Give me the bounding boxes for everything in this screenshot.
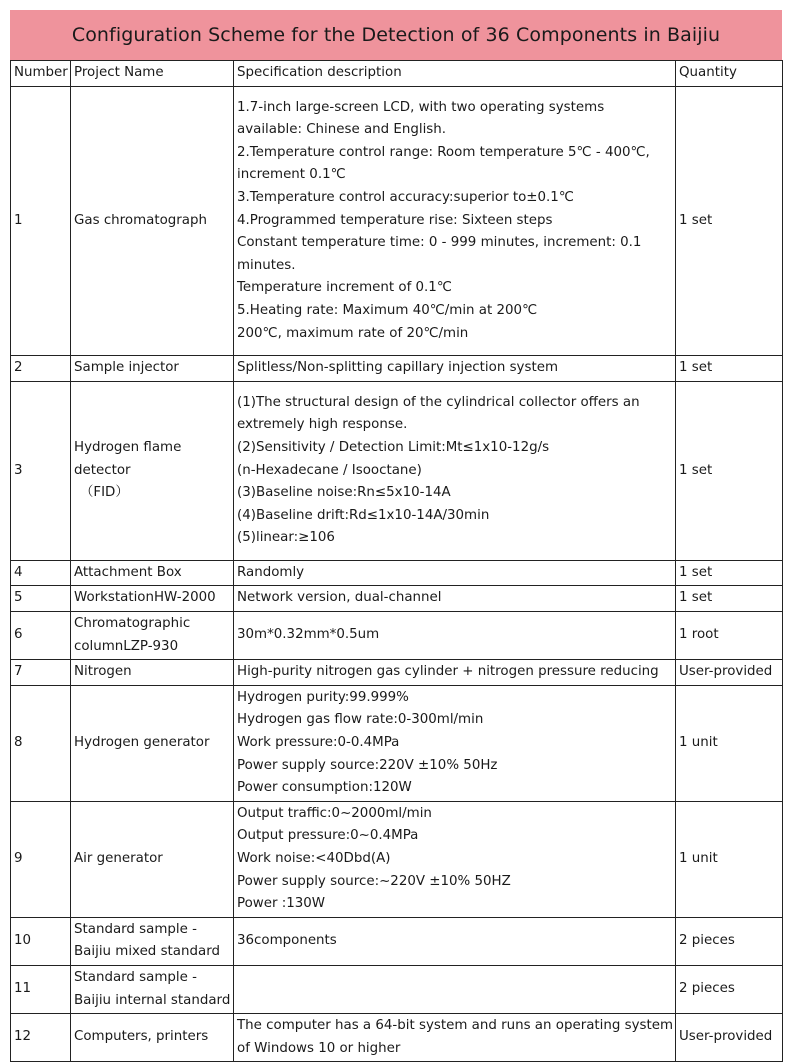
- table-row: [11, 917, 783, 965]
- row-number: 6: [11, 612, 71, 660]
- table-row: [11, 801, 783, 917]
- spec-line: Power :130W: [237, 896, 326, 912]
- project-name-line: Standard sample -: [74, 921, 197, 937]
- spec-line: 36components: [237, 933, 337, 949]
- row-number: 5: [11, 586, 71, 612]
- document: [10, 10, 782, 1062]
- project-name: [71, 965, 234, 1013]
- spec-line: Work noise:<40Dbd(A): [237, 851, 391, 866]
- spec-line: (2)Sensitivity / Detection Limit:Mt≤1x10-12g/s: [237, 439, 550, 455]
- quantity: User-provided: [676, 660, 783, 686]
- specification-description: [234, 660, 676, 686]
- project-name-line: columnLZP-930: [74, 638, 179, 654]
- row-number: 3: [11, 381, 71, 560]
- project-name-line: detector: [74, 462, 131, 478]
- project-name: [71, 560, 234, 586]
- table-row: [11, 586, 783, 612]
- spec-line: increment 0.1℃: [237, 167, 346, 183]
- spec-line: Work pressure:0-0.4MPa: [237, 735, 400, 751]
- header-specification: Specification description: [234, 61, 676, 87]
- spec-line: Output pressure:0~0.4MPa: [237, 828, 419, 844]
- project-name-line: Sample injector: [74, 360, 179, 376]
- row-number: 12: [11, 1014, 71, 1062]
- specification-description: [234, 612, 676, 660]
- project-name-line: Computers, printers: [74, 1029, 209, 1045]
- spec-line: extremely high response.: [237, 417, 408, 433]
- project-name: [71, 1014, 234, 1062]
- quantity: 1 root: [676, 612, 783, 660]
- spec-line: Hydrogen gas flow rate:0-300ml/min: [237, 712, 484, 728]
- project-name-line: Air generator: [74, 851, 163, 866]
- spec-line: minutes.: [237, 257, 296, 273]
- spec-line: (5)linear:≥106: [237, 530, 335, 546]
- spec-line: Network version, dual-channel: [237, 590, 442, 606]
- specification-description: [234, 917, 676, 965]
- quantity: 2 pieces: [676, 917, 783, 965]
- spec-line: 5.Heating rate: Maximum 40℃/min at 200℃: [237, 302, 538, 318]
- table-row: [11, 660, 783, 686]
- project-name: [71, 685, 234, 801]
- header-number: Number: [11, 61, 71, 87]
- project-name: [71, 801, 234, 917]
- project-name-line: Chromatographic: [74, 616, 191, 632]
- spec-line: Hydrogen purity:99.999%: [237, 689, 409, 705]
- configuration-table: [10, 60, 783, 1062]
- table-body: [11, 86, 783, 1062]
- quantity: 1 set: [676, 381, 783, 560]
- spec-line: 4.Programmed temperature rise: Sixteen steps: [237, 212, 553, 228]
- quantity: 1 set: [676, 356, 783, 382]
- row-number: 8: [11, 685, 71, 801]
- quantity: 1 unit: [676, 801, 783, 917]
- document-title: Configuration Scheme for the Detection of 36 Components in Baijiu: [71, 24, 721, 46]
- table-row: [11, 1014, 783, 1062]
- project-name-line: Nitrogen: [74, 664, 132, 680]
- spec-line: Power supply source:220V ±10% 50Hz: [237, 757, 498, 773]
- spec-line: Temperature increment of 0.1℃: [237, 280, 452, 296]
- specification-description: [234, 685, 676, 801]
- quantity: User-provided: [676, 1014, 783, 1062]
- specification-description: [234, 1014, 676, 1062]
- spec-line: (4)Baseline drift:Rd≤1x10-14A/30min: [237, 507, 490, 523]
- project-name: [71, 917, 234, 965]
- row-number: 10: [11, 917, 71, 965]
- project-name-line: WorkstationHW-2000: [74, 590, 216, 606]
- spec-line: Power supply source:~220V ±10% 50HZ: [237, 873, 511, 889]
- header-quantity: Quantity: [676, 61, 783, 87]
- specification-description: [234, 586, 676, 612]
- table-row: [11, 685, 783, 801]
- quantity: 1 set: [676, 86, 783, 356]
- row-number: 9: [11, 801, 71, 917]
- spec-line: 30m*0.32mm*0.5um: [237, 627, 380, 643]
- row-number: 1: [11, 86, 71, 356]
- spec-line: Splitless/Non-splitting capillary injection system: [237, 360, 558, 376]
- project-name: [71, 660, 234, 686]
- project-name-line: Gas chromatograph: [74, 212, 207, 228]
- project-name-line: Hydrogen flame: [74, 439, 182, 455]
- table-row: [11, 381, 783, 560]
- project-name: [71, 586, 234, 612]
- specification-description: [234, 801, 676, 917]
- spec-line: High-purity nitrogen gas cylinder + nitrogen pressure reducing: [237, 664, 659, 680]
- project-name-line: （FID）: [80, 485, 129, 501]
- project-name: [71, 381, 234, 560]
- spec-line: 2.Temperature control range: Room temperature 5℃ - 400℃,: [237, 144, 650, 160]
- quantity: 1 set: [676, 586, 783, 612]
- header-row: [11, 61, 783, 87]
- table-row: [11, 965, 783, 1013]
- specification-description: [234, 356, 676, 382]
- project-name-line: Standard sample -: [74, 969, 197, 985]
- table-row: [11, 86, 783, 356]
- spec-line: Output traffic:0~2000ml/min: [237, 805, 432, 821]
- spec-line: available: Chinese and English.: [237, 122, 447, 138]
- project-name-line: Hydrogen generator: [74, 735, 210, 751]
- spec-line: Randomly: [237, 564, 305, 580]
- spec-line: (1)The structural design of the cylindrical collector offers an: [237, 394, 640, 410]
- project-name-line: Baijiu mixed standard: [74, 944, 220, 960]
- table-row: [11, 356, 783, 382]
- spec-line: 3.Temperature control accuracy:superior to±0.1℃: [237, 189, 574, 205]
- specification-description: [234, 965, 676, 1013]
- row-number: 7: [11, 660, 71, 686]
- header-project-name: Project Name: [71, 61, 234, 87]
- specification-description: [234, 381, 676, 560]
- row-number: 2: [11, 356, 71, 382]
- specification-description: [234, 86, 676, 356]
- row-number: 11: [11, 965, 71, 1013]
- project-name-line: Baijiu internal standard: [74, 992, 231, 1008]
- title-band: [10, 10, 782, 60]
- spec-line: The computer has a 64-bit system and runs an operating system: [237, 1018, 674, 1034]
- quantity: 2 pieces: [676, 965, 783, 1013]
- quantity: 1 set: [676, 560, 783, 586]
- project-name: [71, 86, 234, 356]
- spec-line: 200℃, maximum rate of 20℃/min: [237, 325, 469, 341]
- spec-line: Constant temperature time: 0 - 999 minutes, increment: 0.1: [237, 235, 642, 251]
- specification-description: [234, 560, 676, 586]
- table-row: [11, 612, 783, 660]
- spec-line: Power consumption:120W: [237, 780, 412, 796]
- table-row: [11, 560, 783, 586]
- spec-line: of Windows 10 or higher: [237, 1040, 401, 1056]
- spec-line: (n-Hexadecane / Isooctane): [237, 462, 422, 478]
- spec-line: (3)Baseline noise:Rn≤5x10-14A: [237, 485, 451, 501]
- row-number: 4: [11, 560, 71, 586]
- quantity: 1 unit: [676, 685, 783, 801]
- project-name-line: Attachment Box: [74, 564, 182, 580]
- project-name: [71, 356, 234, 382]
- spec-line: 1.7-inch large-screen LCD, with two operating systems: [237, 99, 605, 115]
- project-name: [71, 612, 234, 660]
